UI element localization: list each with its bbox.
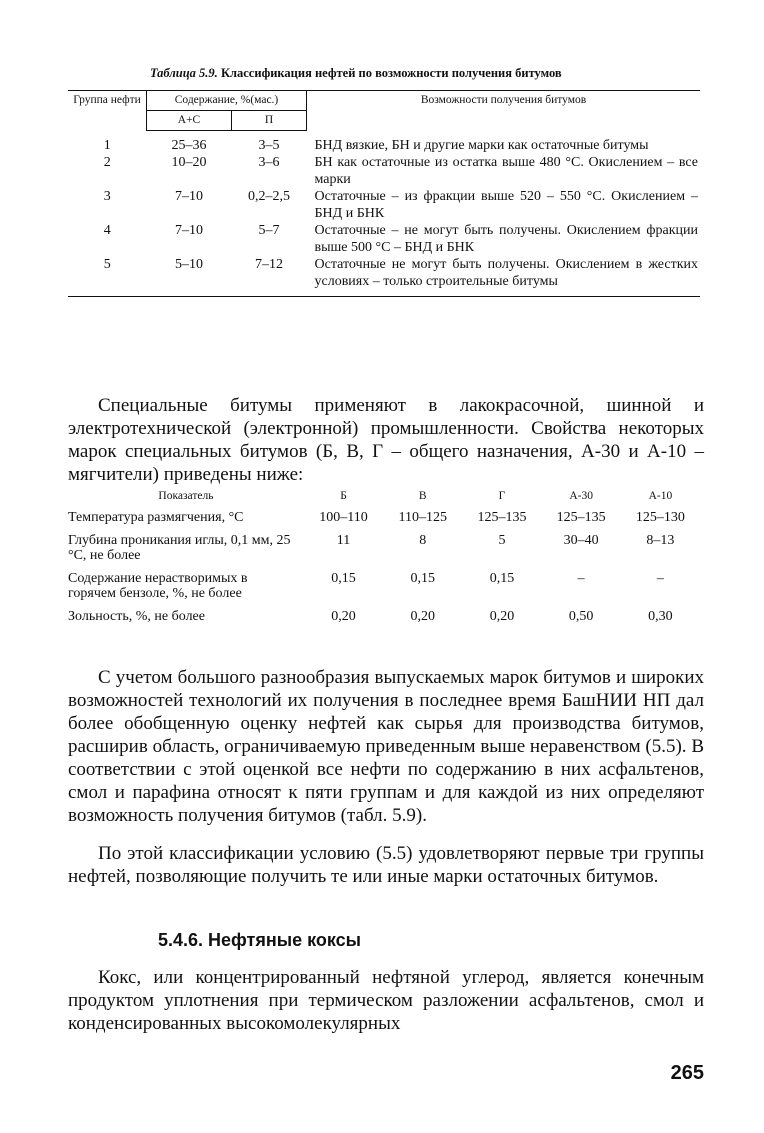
header-ac: А+С [147,111,232,131]
table-row [68,188,700,222]
cell-desc: Остаточные – не могут быть получены. Окислением фракции выше 500 °С – БНД и БНК [314,223,698,255]
prop-value: 110–125 [398,510,447,525]
prop-label: Глубина проникания иглы, 0,1 мм, 25 °С, не более [68,533,291,563]
cell-p: 0,2–2,5 [248,189,290,204]
cell-group: 1 [103,137,111,153]
props-header-v: В [418,490,427,502]
prop-value: 11 [336,533,351,548]
prop-label: Температура размягчения, °С [68,510,244,525]
section-heading: 5.4.6. Нефтяные коксы [158,930,362,950]
prop-value: 8 [419,533,427,548]
table-row [68,571,700,609]
table-caption-title: Классификация нефтей по возможности получения битумов [220,66,562,80]
table-row [68,510,700,533]
page-number: 265 [670,1062,704,1084]
cell-p: 3–6 [258,155,280,170]
table-row [68,256,700,297]
cell-p: 7–12 [232,256,307,297]
cell-ac: 7–10 [175,223,203,238]
properties-table [68,487,700,632]
table-row [68,609,700,632]
cell-group: 3 [103,189,111,204]
cell-group: 2 [103,155,111,170]
paragraph-bashnii-assessment: С учетом большого разнообразия выпускаемых марок битумов и широких возможностей технологий их получения в последнее время БашНИИ НП дал более обобщенную оценку нефтей как сырья для производства битумов, расширив область, ограничиваемую приведенным выше неравенством (5.5). В соответствии с этой оценкой все нефти по содержанию в них асфальтенов, смол и парафина относят к пяти группам и для каждой из них определяют возможность получения битумов (табл. 5.9). [68,667,704,826]
prop-value: 0,20 [410,609,435,624]
prop-value: 125–130 [635,510,685,525]
prop-label: Содержание нерастворимых в горячем бензоле, %, не более [68,571,248,601]
cell-group: 4 [103,223,111,238]
header-group: Группа нефти [68,91,147,131]
props-header-g: Г [498,490,506,502]
paragraph-special-bitumens: Специальные битумы применяют в лакокрасочной, шинной и электротехнической (электронной) промышленности. Свойства некоторых марок специальных битумов (Б, В, Г – общего назначения, А-30 и А-10 – мягчители) приведены ниже: [68,395,704,485]
paragraph-classification-condition: По этой классификации условию (5.5) удовлетворяют первые три группы нефтей, позволяющие получить те или иные марки остаточных битумов. [68,843,704,887]
cell-desc: Остаточные – из фракции выше 520 – 550 °С. Окислением – БНД и БНК [314,189,698,221]
prop-value: 125–135 [556,510,606,525]
cell-ac: 7–10 [175,189,203,204]
table-row [68,154,700,188]
prop-value: 0,50 [568,609,594,624]
props-header-a30: А-30 [569,490,593,502]
header-content: Содержание, %(мас.) [147,91,307,111]
cell-desc: БН как остаточные из остатка выше 480 °С. Окислением – все марки [314,155,698,187]
prop-value: 0,20 [489,609,515,624]
cell-ac: 5–10 [147,256,232,297]
prop-value: – [656,571,664,586]
table-row [68,222,700,256]
prop-value: 0,20 [331,609,356,624]
cell-p: 5–7 [258,223,280,238]
prop-label: Зольность, %, не более [68,609,205,624]
prop-value: 0,15 [410,571,435,586]
prop-value: 0,15 [489,571,515,586]
cell-desc: Остаточные не могут быть получены. Окислением в жестких условиях – только строительные битумы [307,256,701,297]
prop-value: 5 [498,533,506,548]
classification-table [68,90,700,297]
header-possibilities: Возможности получения битумов [307,91,701,131]
table-caption [150,66,710,81]
paragraph-coke: Кокс, или концентрированный нефтяной углерод, является конечным продуктом уплотнения при термическом разложении асфальтенов, смол и конденсированных высокомолекулярных [68,967,704,1034]
cell-p: 3–5 [258,138,280,153]
prop-value: – [577,571,585,586]
cell-ac: 10–20 [171,155,207,170]
cell-desc: БНД вязкие, БН и другие марки как остаточные битумы [314,137,649,153]
table-caption-label: Таблица 5.9. [150,66,218,80]
props-header-b: Б [340,490,347,502]
cell-group: 5 [68,256,147,297]
prop-value: 0,30 [648,609,673,624]
props-header-indicator: Показатель [158,490,214,502]
prop-value: 30–40 [563,533,599,548]
prop-value: 100–110 [319,510,368,525]
prop-value: 0,15 [331,571,356,586]
cell-ac: 25–36 [171,138,207,153]
props-header-a10: А-10 [648,490,673,502]
prop-value: 8–13 [646,533,675,548]
header-p: П [232,111,307,131]
prop-value: 125–135 [477,510,527,525]
table-row [68,533,700,571]
table-row [68,131,700,155]
